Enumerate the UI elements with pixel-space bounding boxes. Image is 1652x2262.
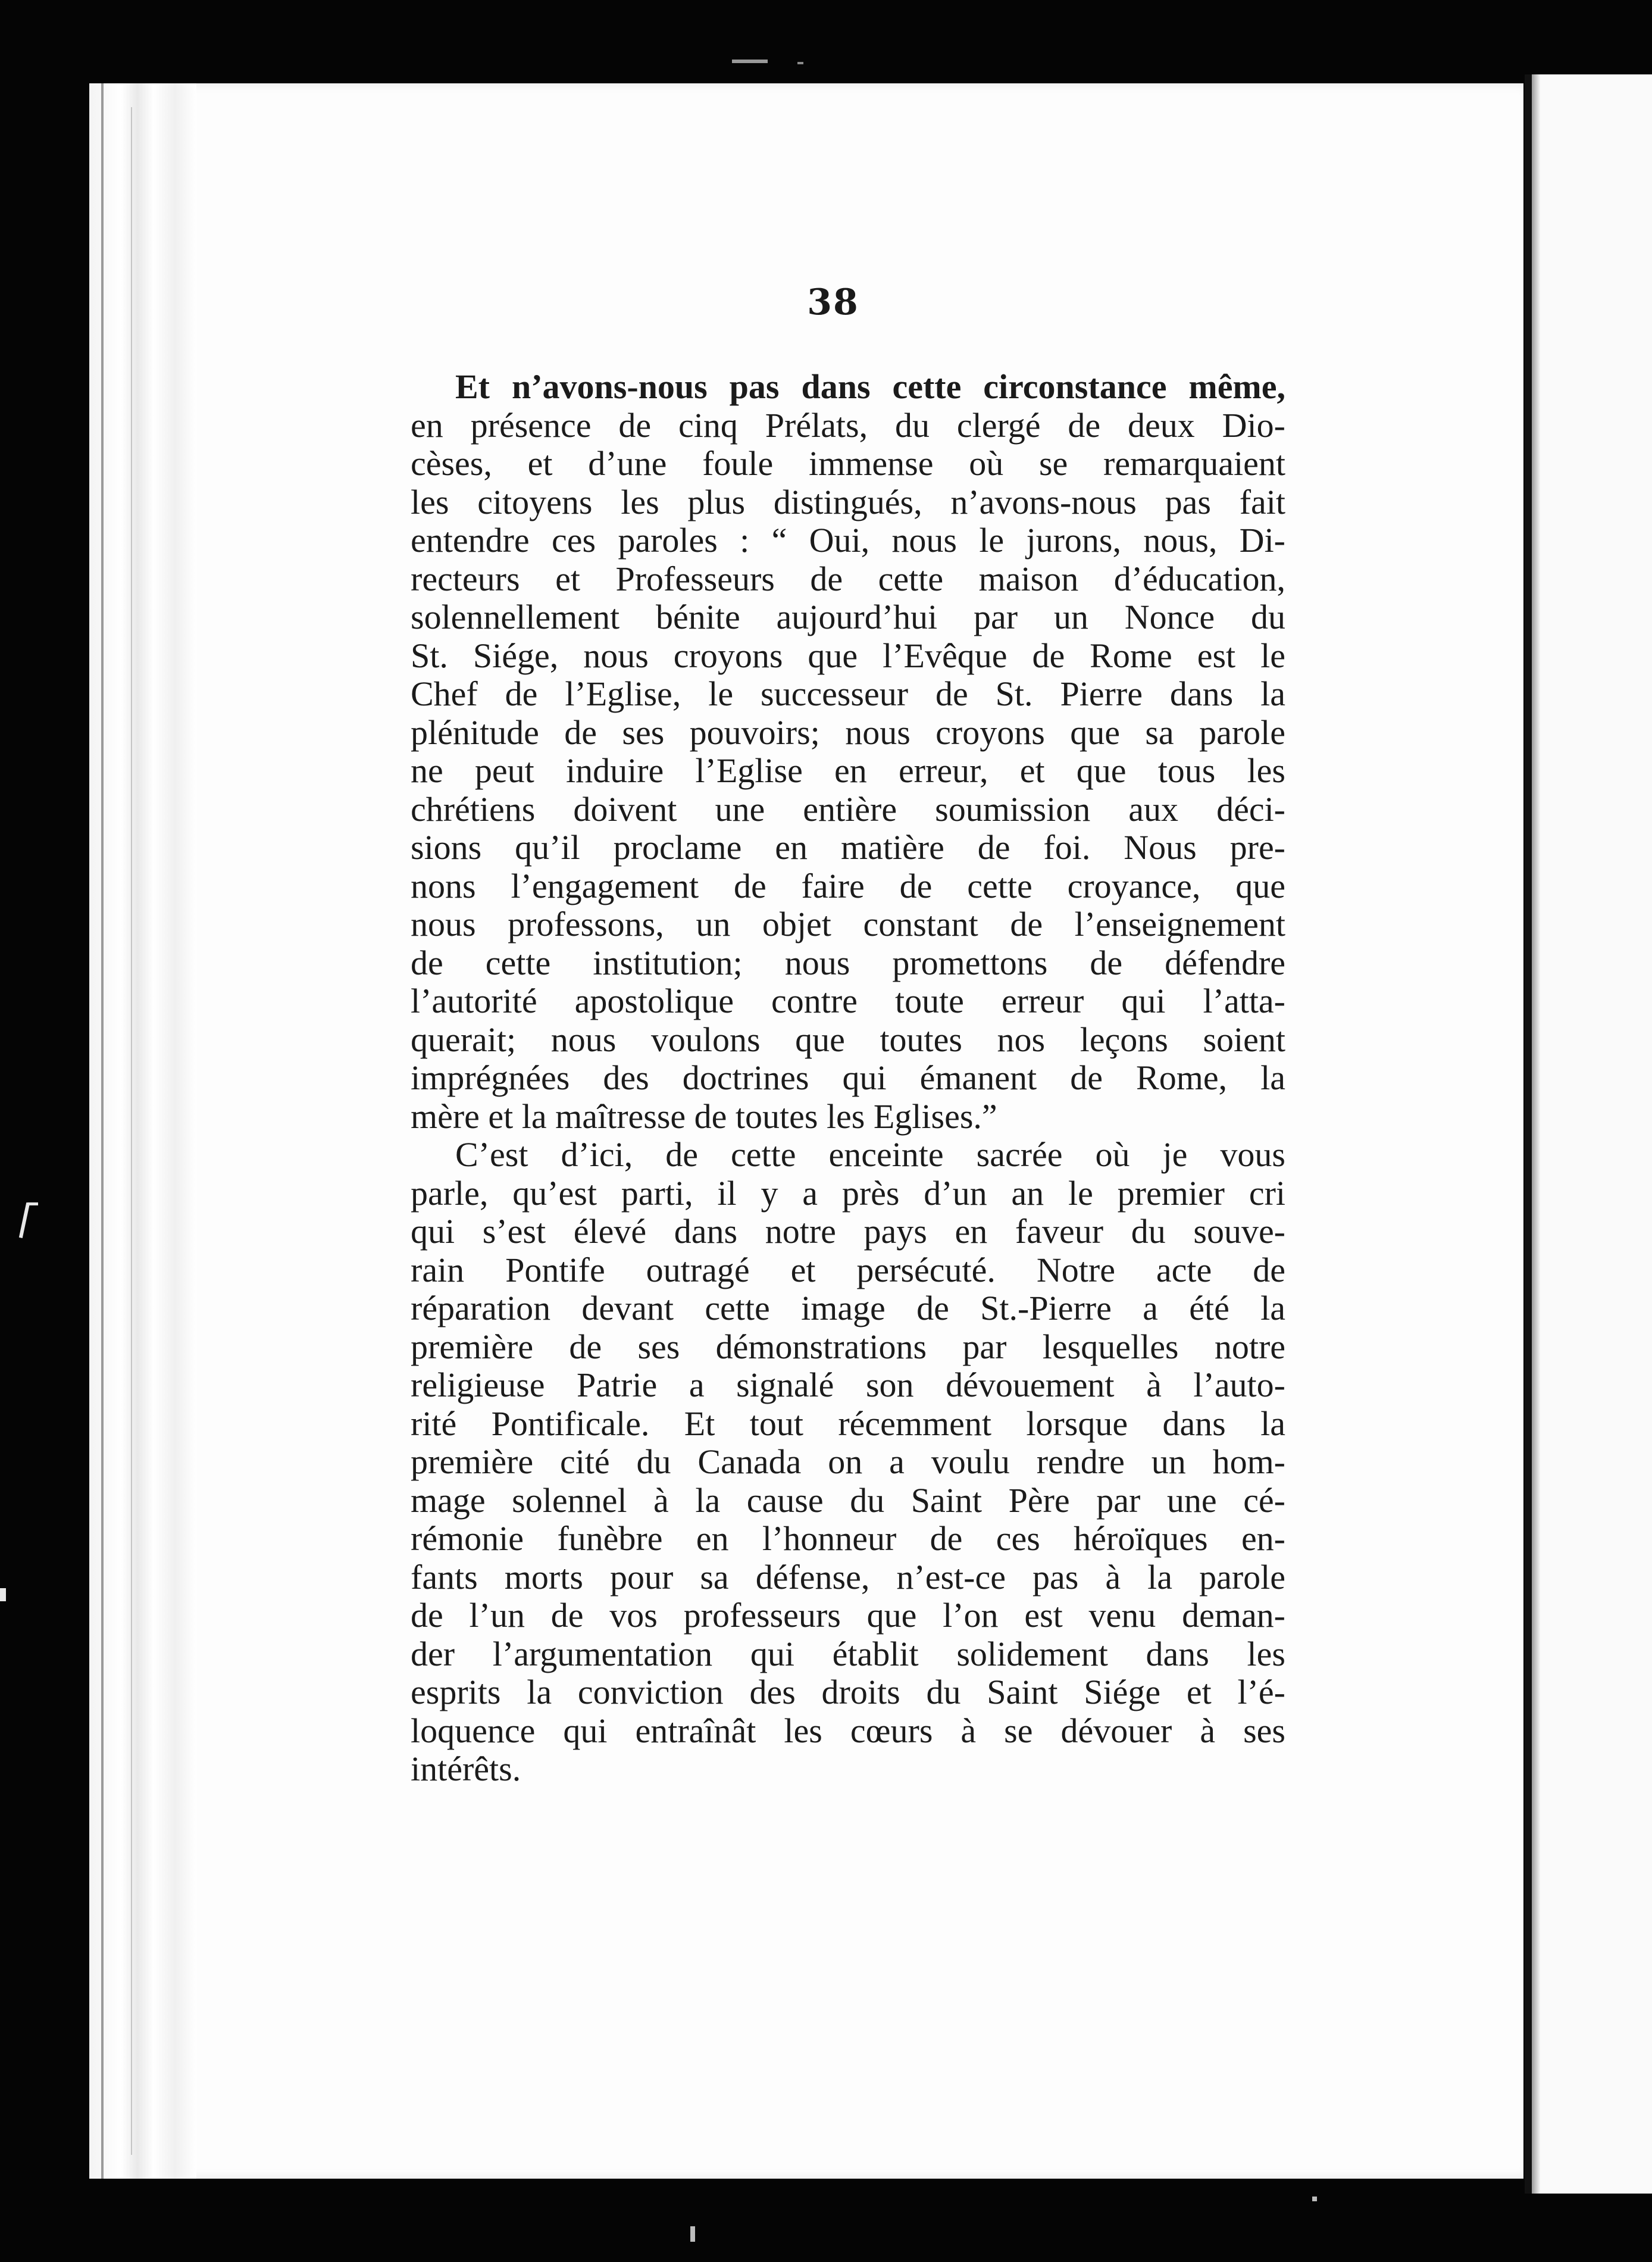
- text-line: rité Pontificale. Et tout récemment lorsque dans la: [411, 1404, 1285, 1443]
- border-speck: [732, 60, 768, 63]
- text-line: Chef de l’Eglise, le successeur de St. Pierre dans la: [411, 674, 1285, 713]
- text-line: ne peut induire l’Eglise en erreur, et que tous les: [411, 751, 1285, 790]
- text-line: der l’argumentation qui établit solidement dans les: [411, 1634, 1285, 1673]
- text-line: Et n’avons-nous pas dans cette circonstance même,: [455, 367, 1285, 406]
- text-line: intérêts.: [411, 1749, 521, 1788]
- text-line: fants morts pour sa défense, n’est-ce pas à la parole: [411, 1557, 1285, 1596]
- border-speck: [797, 62, 803, 64]
- text-line: nons l’engagement de faire de cette croyance, que: [411, 866, 1285, 905]
- border-speck: [1312, 2197, 1317, 2201]
- facing-page-edge: [1532, 74, 1652, 2194]
- page-stack-edges: [89, 83, 196, 2179]
- text-line: mère et la maîtresse de toutes les Eglises.”: [411, 1096, 997, 1136]
- text-line: rémonie funèbre en l’honneur de ces héroïques en-: [411, 1519, 1285, 1558]
- text-line: sions qu’il proclame en matière de foi. Nous pre-: [411, 828, 1285, 867]
- border-speck: [27, 1202, 38, 1205]
- page-number: 38: [807, 282, 859, 323]
- gutter-shadow: [1525, 74, 1532, 2194]
- text-line: nous professons, un objet constant de l’enseignement: [411, 905, 1285, 943]
- text-line: entendre ces paroles : “ Oui, nous le jurons, nous, Di-: [411, 521, 1285, 560]
- text-line: C’est d’ici, de cette enceinte sacrée où je vous: [455, 1135, 1285, 1174]
- text-line: cèses, et d’une foule immense où se remarquaient: [411, 444, 1285, 483]
- text-line: qui s’est élevé dans notre pays en faveur du souve-: [411, 1212, 1285, 1251]
- text-line: en présence de cinq Prélats, du clergé de deux Dio-: [411, 405, 1285, 445]
- text-line: esprits la conviction des droits du Saint Siége et l’é-: [411, 1673, 1285, 1711]
- text-line: de cette institution; nous promettons de défendre: [411, 943, 1285, 982]
- text-line: St. Siége, nous croyons que l’Evêque de Rome est le: [411, 636, 1285, 675]
- text-line: religieuse Patrie a signalé son dévouement à l’auto-: [411, 1366, 1285, 1404]
- text-line: plénitude de ses pouvoirs; nous croyons que sa parole: [411, 713, 1285, 752]
- text-line: rain Pontife outragé et persécuté. Notre acte de: [411, 1250, 1285, 1289]
- text-line: l’autorité apostolique contre toute erreur qui l’atta-: [411, 982, 1285, 1020]
- page-body: [411, 368, 1285, 1789]
- text-line: solennellement bénite aujourd’hui par un Nonce du: [411, 598, 1285, 636]
- text-line: recteurs et Professeurs de cette maison d’éducation,: [411, 559, 1285, 598]
- text-line: mage solennel à la cause du Saint Père par une cé-: [411, 1480, 1285, 1520]
- text-line: première de ses démonstrations par lesquelles notre: [411, 1327, 1285, 1366]
- border-speck: [690, 2226, 695, 2242]
- text-line: de l’un de vos professeurs que l’on est venu deman-: [411, 1596, 1285, 1635]
- paragraph-2: [411, 1136, 1285, 1789]
- text-line: imprégnées des doctrines qui émanent de Rome, la: [411, 1058, 1285, 1097]
- border-speck: [0, 1588, 6, 1601]
- text-line: loquence qui entraînât les cœurs à se dévouer à ses: [411, 1711, 1285, 1750]
- text-line: première cité du Canada on a voulu rendre un hom-: [411, 1442, 1285, 1481]
- text-line: chrétiens doivent une entière soumission aux déci-: [411, 789, 1285, 829]
- text-line: parle, qu’est parti, il y a près d’un an le premier cri: [411, 1173, 1285, 1213]
- text-line: querait; nous voulons que toutes nos leçons soient: [411, 1020, 1285, 1059]
- text-line: les citoyens les plus distingués, n’avons-nous pas fait: [411, 482, 1285, 521]
- text-line: réparation devant cette image de St.-Pierre a été la: [411, 1289, 1285, 1327]
- paragraph-1: [411, 368, 1285, 1136]
